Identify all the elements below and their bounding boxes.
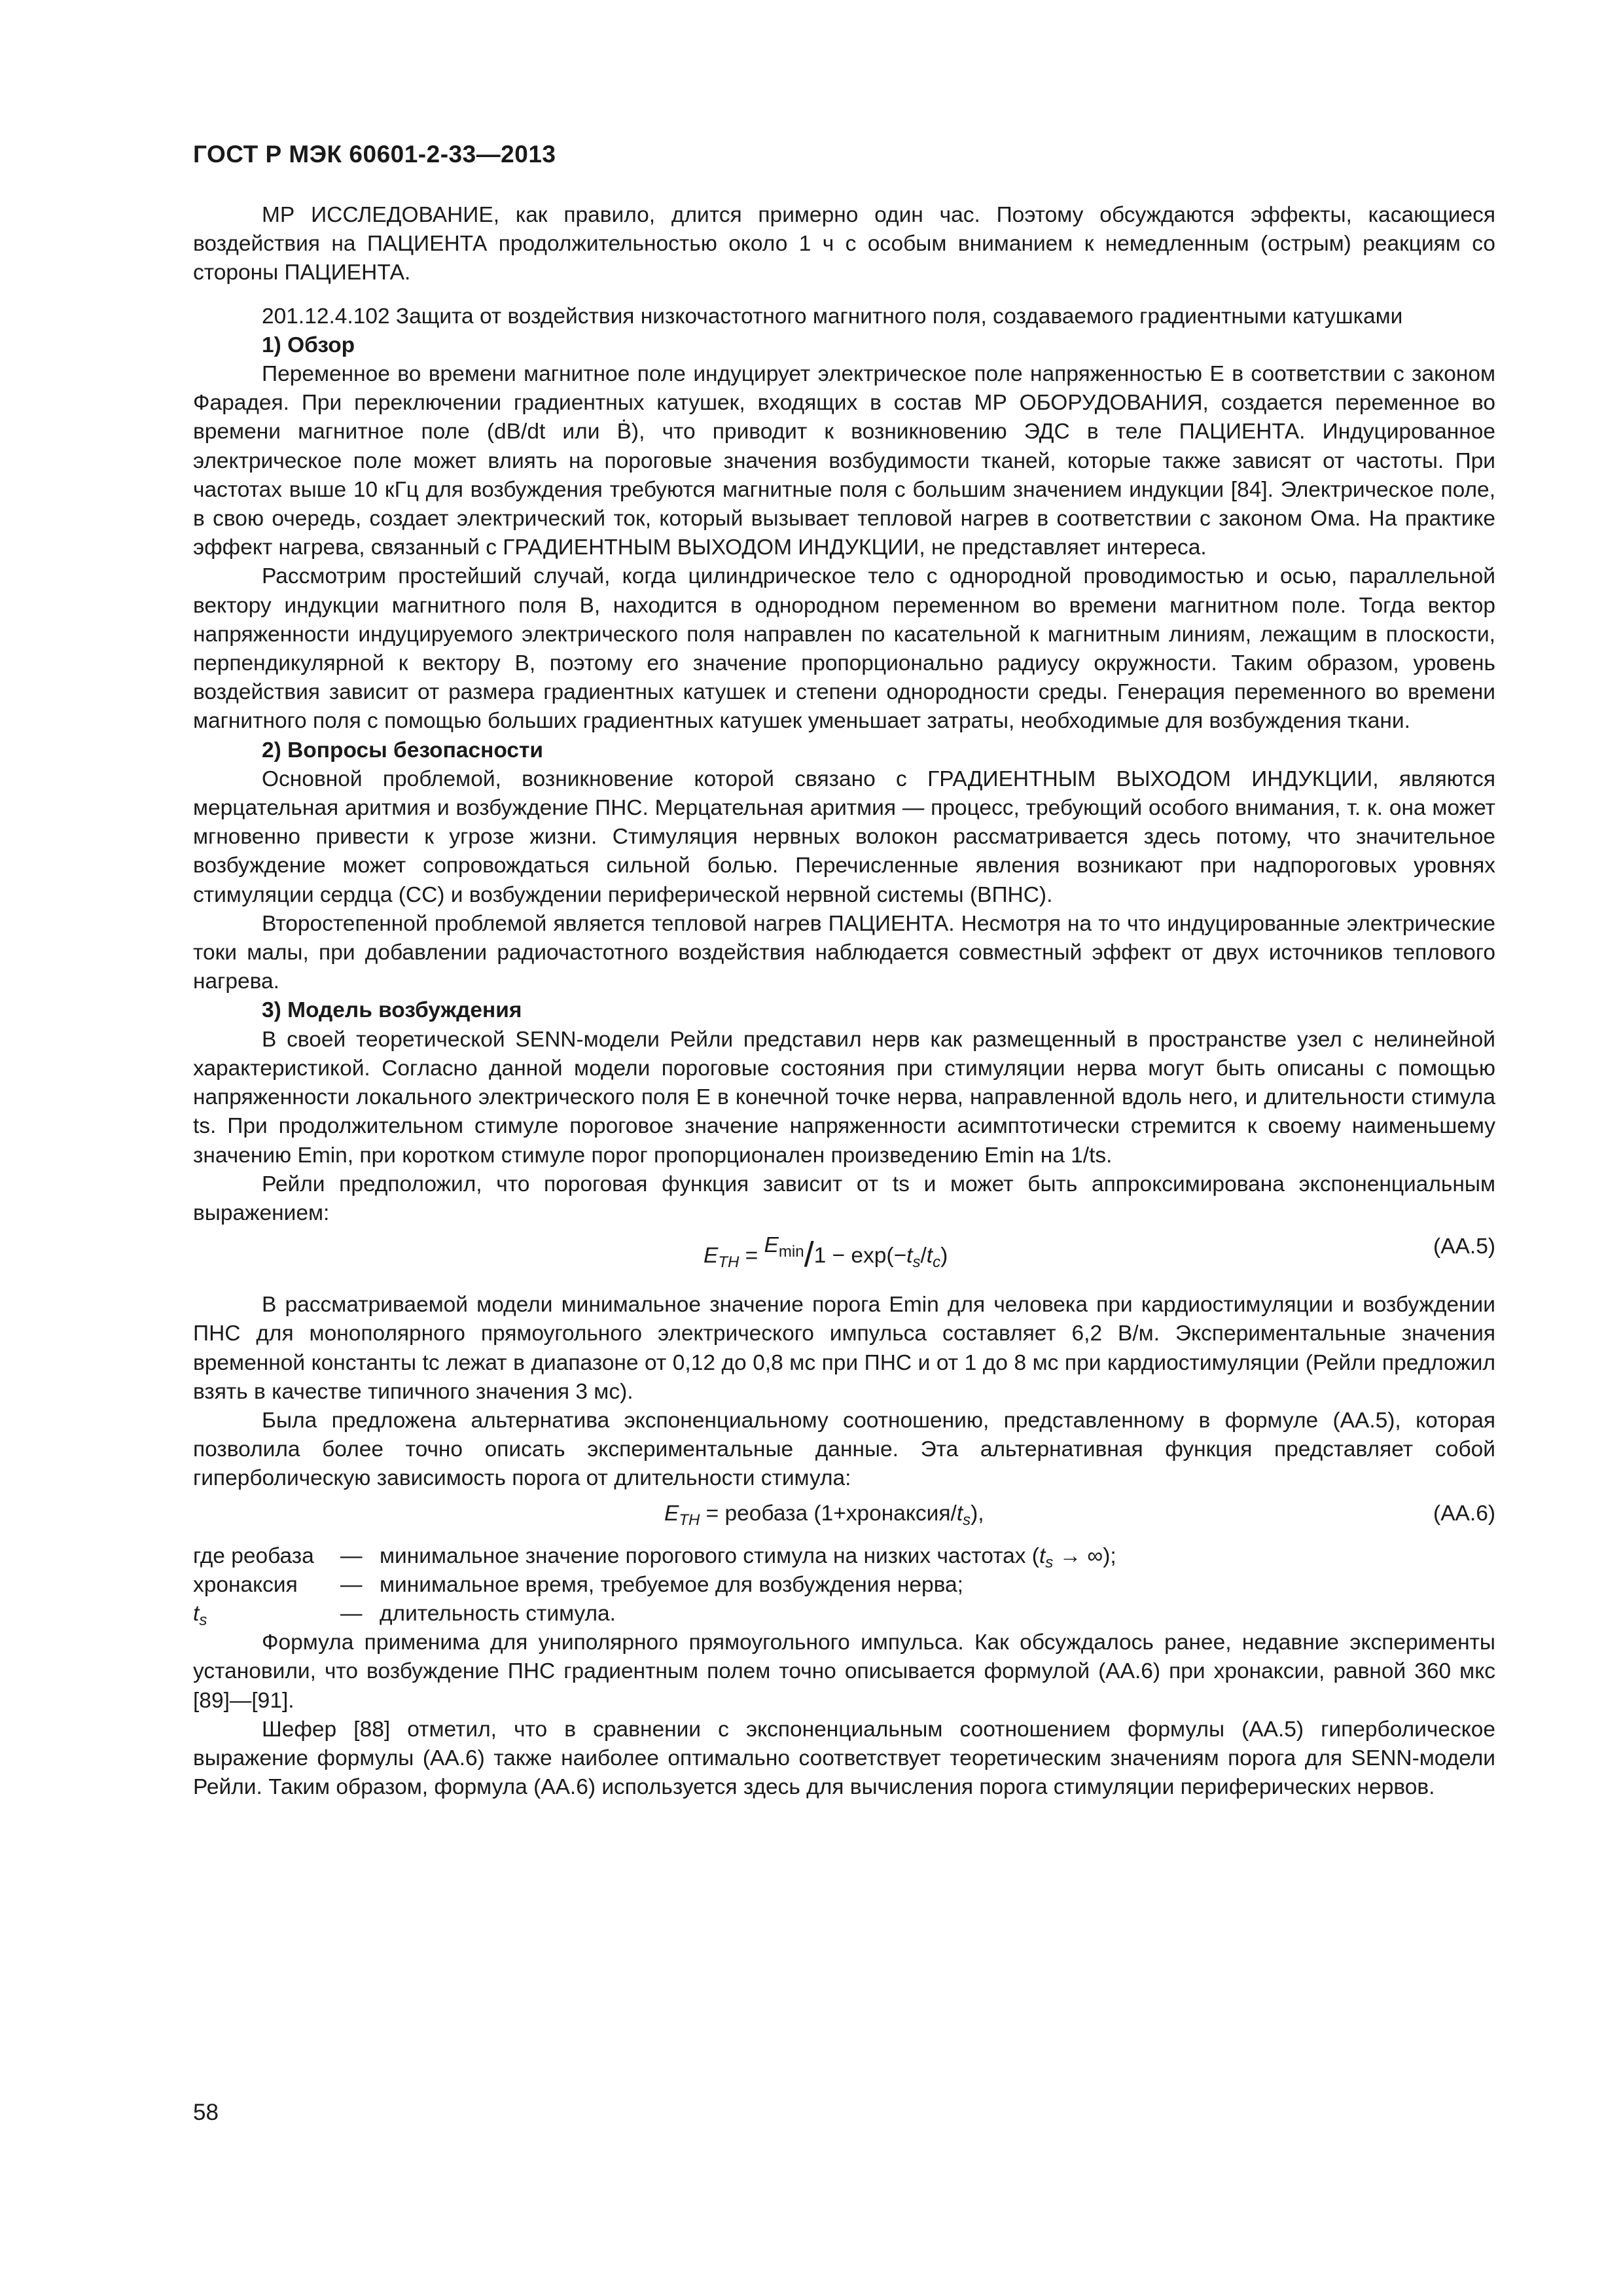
formula-aa5 [193, 1228, 1495, 1291]
formula-aa5-number: (AA.5) [1433, 1234, 1495, 1259]
heading-safety: 2) Вопросы безопасности [262, 738, 544, 762]
paragraph-model-3: В рассматриваемой модели минимальное значение порога Emin для человека при кардиостимуляции и возбуждении ПНС для монополярного прямоугольного электрического импульса составляет 6,2 В/м. Экспериментальные значения временной константы tc лежат в диапазоне от 0,12 до 0,8 мс при ПНС и от 1 до 8 мс при кардиостимуляции (Рейли предложил взять в качестве типичного значения 3 мс). [193, 1293, 1495, 1404]
page-content [193, 141, 1495, 1802]
formula-aa6 [193, 1498, 1495, 1537]
paragraph-model-4: Была предложена альтернатива экспоненциальному соотношению, представленному в формуле (AA.5), которая позволила более точно описать экспериментальные данные. Эта альтернативная функция представляет собой гиперболическую зависимость порога от длительности стимула: [193, 1408, 1495, 1491]
paragraph-intro: МР ИССЛЕДОВАНИЕ, как правило, длится примерно один час. Поэтому обсуждаются эффекты, касающиеся воздействия на ПАЦИЕНТА продолжительностью около 1 ч с особым вниманием к немедленным (острым) реакциям со стороны ПАЦИЕНТА. [193, 203, 1495, 285]
definitions-list [193, 1542, 1495, 1629]
paragraph-safety-1: Основной проблемой, возникновение которой связано с ГРАДИЕНТНЫМ ВЫХОДОМ ИНДУКЦИИ, являются мерцательная аритмия и возбуждение ПНС. Мерцательная аритмия — процесс, требующий особого внимания, т. к. она может мгновенно привести к угрозе жизни. Стимуляция нервных волокон рассматривается здесь потому, что значительное возбуждение может сопровождаться сильной болью. Перечисленные явления возникают при надпороговых уровнях стимуляции сердца (СС) и возбуждении периферической нервной системы (ВПНС). [193, 766, 1495, 907]
formula-aa6-expression: $E_{TH}$ = реобаза $(1+хронаксия/t_s)$, [664, 1501, 984, 1529]
definition-dash: — [340, 1543, 363, 1568]
definition-row [193, 1571, 1495, 1600]
section-title: 201.12.4.102 Защита от воздействия низкочастотного магнитного поля, создаваемого градиентными катушками [262, 304, 1403, 329]
page-number: 58 [193, 2100, 219, 2125]
definition-dash: — [340, 1572, 363, 1597]
definition-term: $t_s$ [193, 1601, 207, 1629]
paragraph-model-2: Рейли предположил, что пороговая функция зависит от ts и может быть аппроксимирована экспоненциальным выражением: [193, 1172, 1495, 1225]
paragraph-model-5: Формула применима для униполярного прямоугольного импульса. Как обсуждалось ранее, недавние эксперименты установили, что возбуждение ПНС градиентным полем точно описывается формулой (AA.6) при хронаксии, равной 360 мкс [89]—[91]. [193, 1630, 1495, 1713]
paragraph-overview-2: Рассмотрим простейший случай, когда цилиндрическое тело с однородной проводимостью и осью, параллельной вектору индукции магнитного поля B, находится в однородном переменном во времени магнитном поле. Тогда вектор напряженности индуцируемого электрического поля направлен по касательной к магнитным линиям, лежащим в плоскости, перпендикулярной к вектору B, поэтому его значение пропорционально радиусу окружности. Таким образом, уровень воздействия зависит от размера градиентных катушек и степени однородности среды. Генерация переменного во времени магнитного поля с помощью больших градиентных катушек уменьшает затраты, необходимые для возбуждения ткани. [193, 564, 1495, 734]
definition-text: длительность стимула. [380, 1601, 616, 1626]
paragraph-model-6: Шефер [88] отметил, что в сравнении с экспоненциальным соотношением формулы (AA.5) гиперболическое выражение формулы (AA.6) также наиболее оптимально соответствует теоретическим значениям порога для SENN-модели Рейли. Таким образом, формула (AA.6) используется здесь для вычисления порога стимуляции периферических нервов. [193, 1717, 1495, 1800]
definition-term: хронаксия [193, 1572, 298, 1597]
formula-aa6-number: (AA.6) [1433, 1501, 1495, 1526]
heading-excitation-model: 3) Модель возбуждения [262, 998, 522, 1023]
definition-row [193, 1600, 1495, 1628]
paragraph-safety-2: Второстепенной проблемой является тепловой нагрев ПАЦИЕНТА. Несмотря на то что индуцированные электрические токи малы, при добавлении радиочастотного воздействия наблюдается совместный эффект от двух источников теплового нагрева. [193, 911, 1495, 994]
heading-overview: 1) Обзор [262, 332, 355, 357]
definition-term: где реобаза [193, 1543, 314, 1568]
definition-text: минимальное время, требуемое для возбуждения нерва; [380, 1572, 963, 1597]
formula-aa5-expression: $E_{TH} = E_{min}/1 - \exp(-t_s/t_c)$ [704, 1233, 948, 1275]
paragraph-model-1: В своей теоретической SENN-модели Рейли представил нерв как размещенный в пространстве узел с нелинейной характеристикой. Согласно данной модели пороговые состояния при стимуляции нерва могут быть описаны с помощью напряженности локального электрического поля E в конечной точке нерва, направленной вдоль него, и длительности стимула ts. При продолжительном стимуле пороговое значение напряженности асимптотически стремится к своему наименьшему значению Emin, при коротком стимуле порог пропорционален произведению Emin на 1/ts. [193, 1027, 1495, 1168]
definition-text: минимальное значение порогового стимула на низких частотах ($t_s$ → ∞); [380, 1543, 1116, 1571]
document-header: ГОСТ Р МЭК 60601-2-33—2013 [193, 141, 556, 168]
paragraph-overview-1: Переменное во времени магнитное поле индуцирует электрическое поле напряженностью E в соответствии с законом Фарадея. При переключении градиентных катушек, входящих в состав МР ОБОРУДОВАНИЯ, создается переменное во времени магнитное поле (dB/dt или Ḃ), что приводит к возникновению ЭДС в теле ПАЦИЕНТА. Индуцированное электрическое поле может влиять на пороговые значения возбудимости тканей, которые также зависят от частоты. При частотах выше 10 кГц для возбуждения требуются магнитные поля с большим значением индукции [84]. Электрическое поле, в свою очередь, создает электрический ток, который вызывает тепловой нагрев в соответствии с законом Ома. На практике эффект нагрева, связанный с ГРАДИЕНТНЫМ ВЫХОДОМ ИНДУКЦИИ, не представляет интереса. [193, 362, 1495, 560]
definition-row [193, 1542, 1495, 1571]
definition-dash: — [340, 1601, 363, 1626]
